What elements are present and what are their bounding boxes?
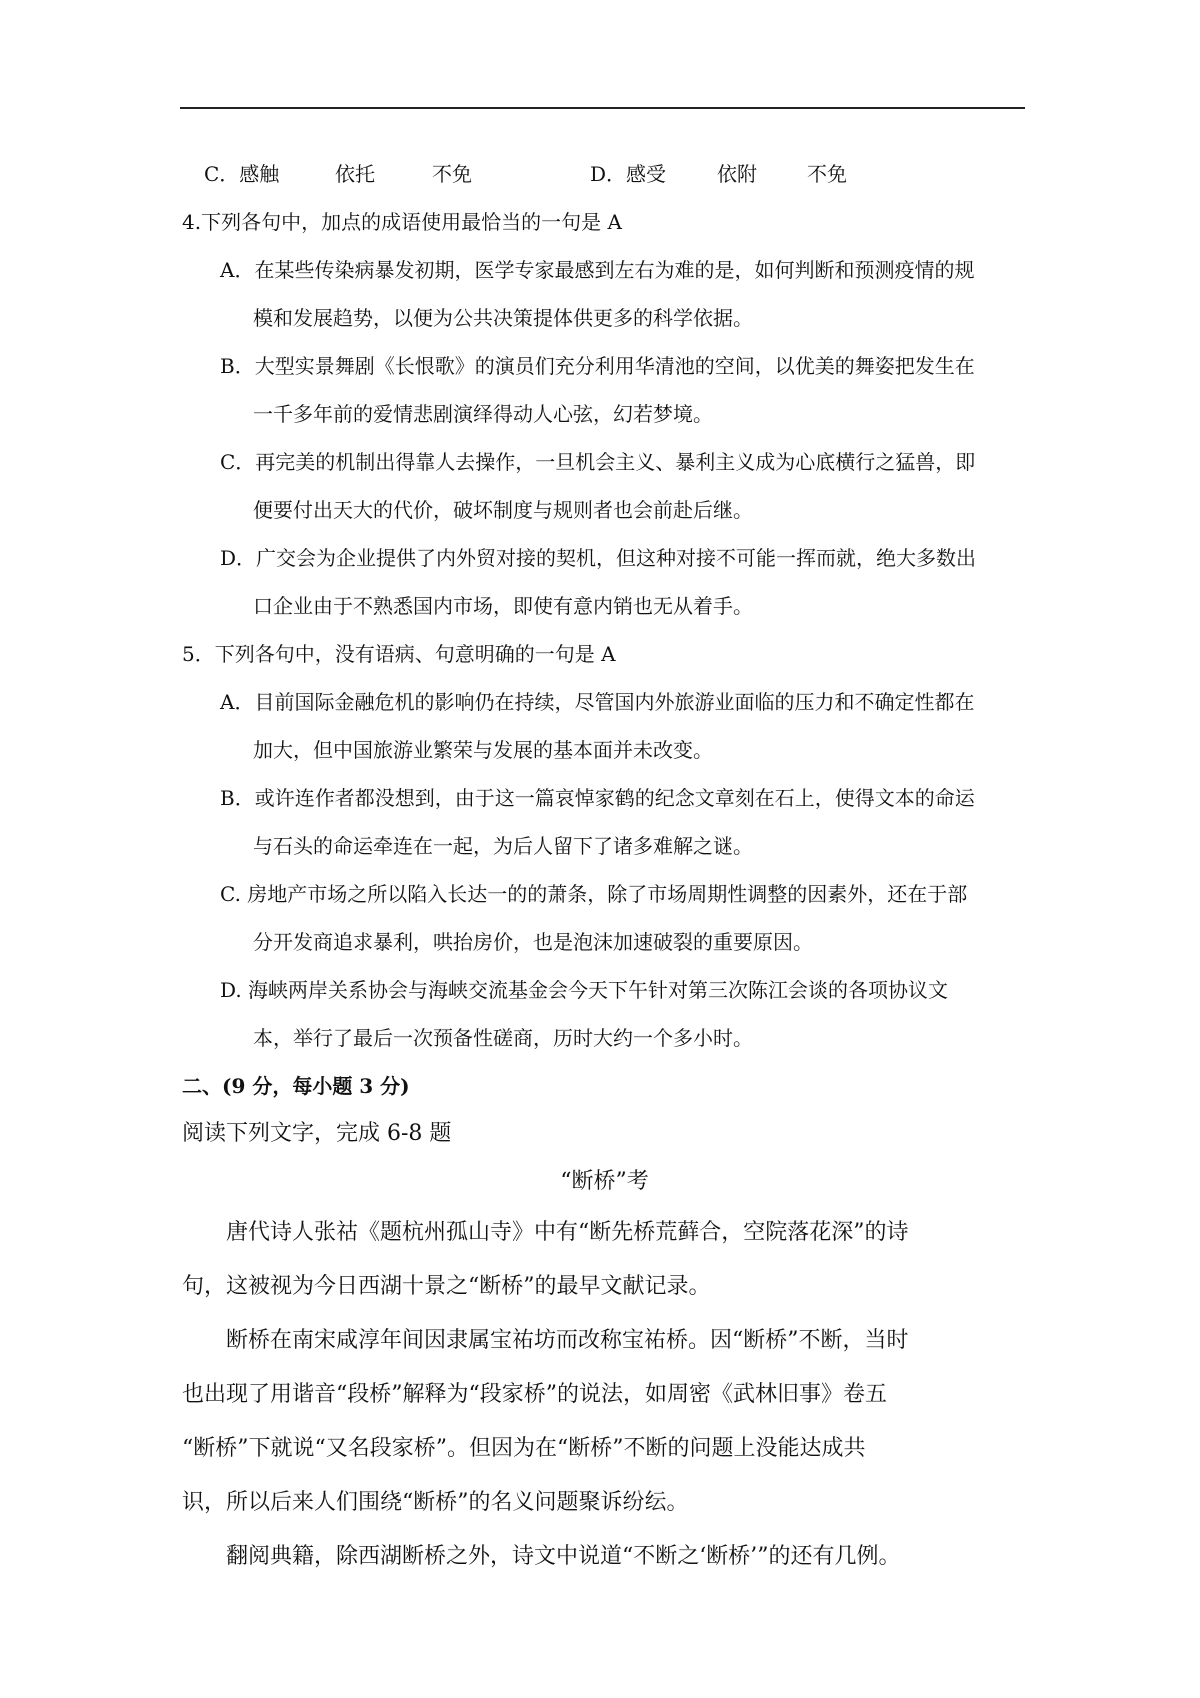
document-content [182, 150, 1027, 1584]
paragraph-line: 翻阅典籍，除西湖断桥之外，诗文中说道“不断之‘断桥’”的还有几例。 [226, 1544, 901, 1569]
q4-option-d [220, 534, 1027, 630]
paragraph-line: 句，这被视为今日西湖十景之“断桥”的最早文献记录。 [182, 1274, 711, 1299]
q4-options [220, 246, 1027, 630]
option-line: B．或许连作者都没想到，由于这一篇哀悼家鹤的纪念文章刻在石上，使得文本的命运 [220, 786, 975, 810]
option-line: C. 房地产市场之所以陷入长达一的的萧条，除了市场周期性调整的因素外，还在于部 [220, 882, 968, 906]
option-line-continued: 分开发商追求暴利，哄抬房价，也是泡沫加速破裂的重要原因。 [253, 930, 813, 954]
q3-options-row [182, 150, 1027, 198]
q4-option-a [220, 246, 1027, 342]
paragraph-line: 断桥在南宋咸淳年间因隶属宝祐坊而改称宝祐桥。因“断桥”不断，当时 [226, 1328, 909, 1353]
option-line-continued: 加大，但中国旅游业繁荣与发展的基本面并未改变。 [253, 738, 713, 762]
q5-option-c [220, 870, 1027, 966]
paragraph-line: 也出现了用谐音“段桥”解释为“段家桥”的说法，如周密《武林旧事》卷五 [182, 1382, 887, 1407]
header-rule [180, 107, 1025, 109]
q5-option-b [220, 774, 1027, 870]
q5-option-d [220, 966, 1027, 1062]
q5-stem: 5．下列各句中，没有语病、句意明确的一句是 A [182, 642, 616, 666]
option-line-continued: 便要付出天大的代价，破坏制度与规则者也会前赴后继。 [253, 498, 753, 522]
q3-option-c-word3: 不免 [432, 162, 472, 186]
paragraph-line: 唐代诗人张祜《题杭州孤山寺》中有“断先桥荒藓合，空院落花深”的诗 [226, 1220, 909, 1245]
section-two-heading: 二、(9 分，每小题 3 分) [182, 1074, 410, 1098]
option-line-continued: 模和发展趋势，以便为公共决策提体供更多的科学依据。 [253, 306, 753, 330]
option-line-continued: 一千多年前的爱情悲剧演绎得动人心弦，幻若梦境。 [253, 402, 713, 426]
reading-instruction: 阅读下列文字，完成 6-8 题 [182, 1121, 452, 1146]
option-line: B．大型实景舞剧《长恨歌》的演员们充分利用华清池的空间，以优美的舞姿把发生在 [220, 354, 975, 378]
q4-stem: 4.下列各句中，加点的成语使用最恰当的一句是 A [182, 210, 622, 234]
option-line: C．再完美的机制出得靠人去操作，一旦机会主义、暴利主义成为心底横行之猛兽，即 [220, 450, 976, 474]
q4-option-c [220, 438, 1027, 534]
q4-option-b [220, 342, 1027, 438]
q5-option-a [220, 678, 1027, 774]
article-paragraph-1 [182, 1206, 1027, 1314]
option-line-continued: 本，举行了最后一次预备性磋商，历时大约一个多小时。 [253, 1026, 753, 1050]
q3-option-d-label: D．感受 [590, 162, 667, 186]
option-line: D．广交会为企业提供了内外贸对接的契机，但这种对接不可能一挥而就，绝大多数出 [220, 546, 977, 570]
q3-option-c-label: C．感触 [204, 162, 280, 186]
option-line-continued: 口企业由于不熟悉国内市场，即使有意内销也无从着手。 [253, 594, 753, 618]
paragraph-line: 识，所以后来人们围绕“断桥”的名义问题聚诉纷纭。 [182, 1490, 689, 1515]
article-title: “断桥”考 [560, 1169, 649, 1194]
paragraph-line: “断桥”下就说“又名段家桥”。但因为在“断桥”不断的问题上没能达成共 [182, 1436, 866, 1461]
article-paragraph-3 [182, 1530, 1027, 1584]
option-line: D. 海峡两岸关系协会与海峡交流基金会今天下午针对第三次陈江会谈的各项协议文 [220, 978, 949, 1002]
q3-option-c-word2: 依托 [335, 162, 375, 186]
q3-option-d-word3: 不免 [807, 162, 847, 186]
q5-options [220, 678, 1027, 1062]
q3-option-d-word2: 依附 [717, 162, 757, 186]
option-line-continued: 与石头的命运牵连在一起，为后人留下了诸多难解之谜。 [253, 834, 753, 858]
option-line: A．在某些传染病暴发初期，医学专家最感到左右为难的是，如何判断和预测疫情的规 [220, 258, 975, 282]
option-line: A．目前国际金融危机的影响仍在持续，尽管国内外旅游业面临的压力和不确定性都在 [220, 690, 975, 714]
article-paragraph-2 [182, 1314, 1027, 1530]
